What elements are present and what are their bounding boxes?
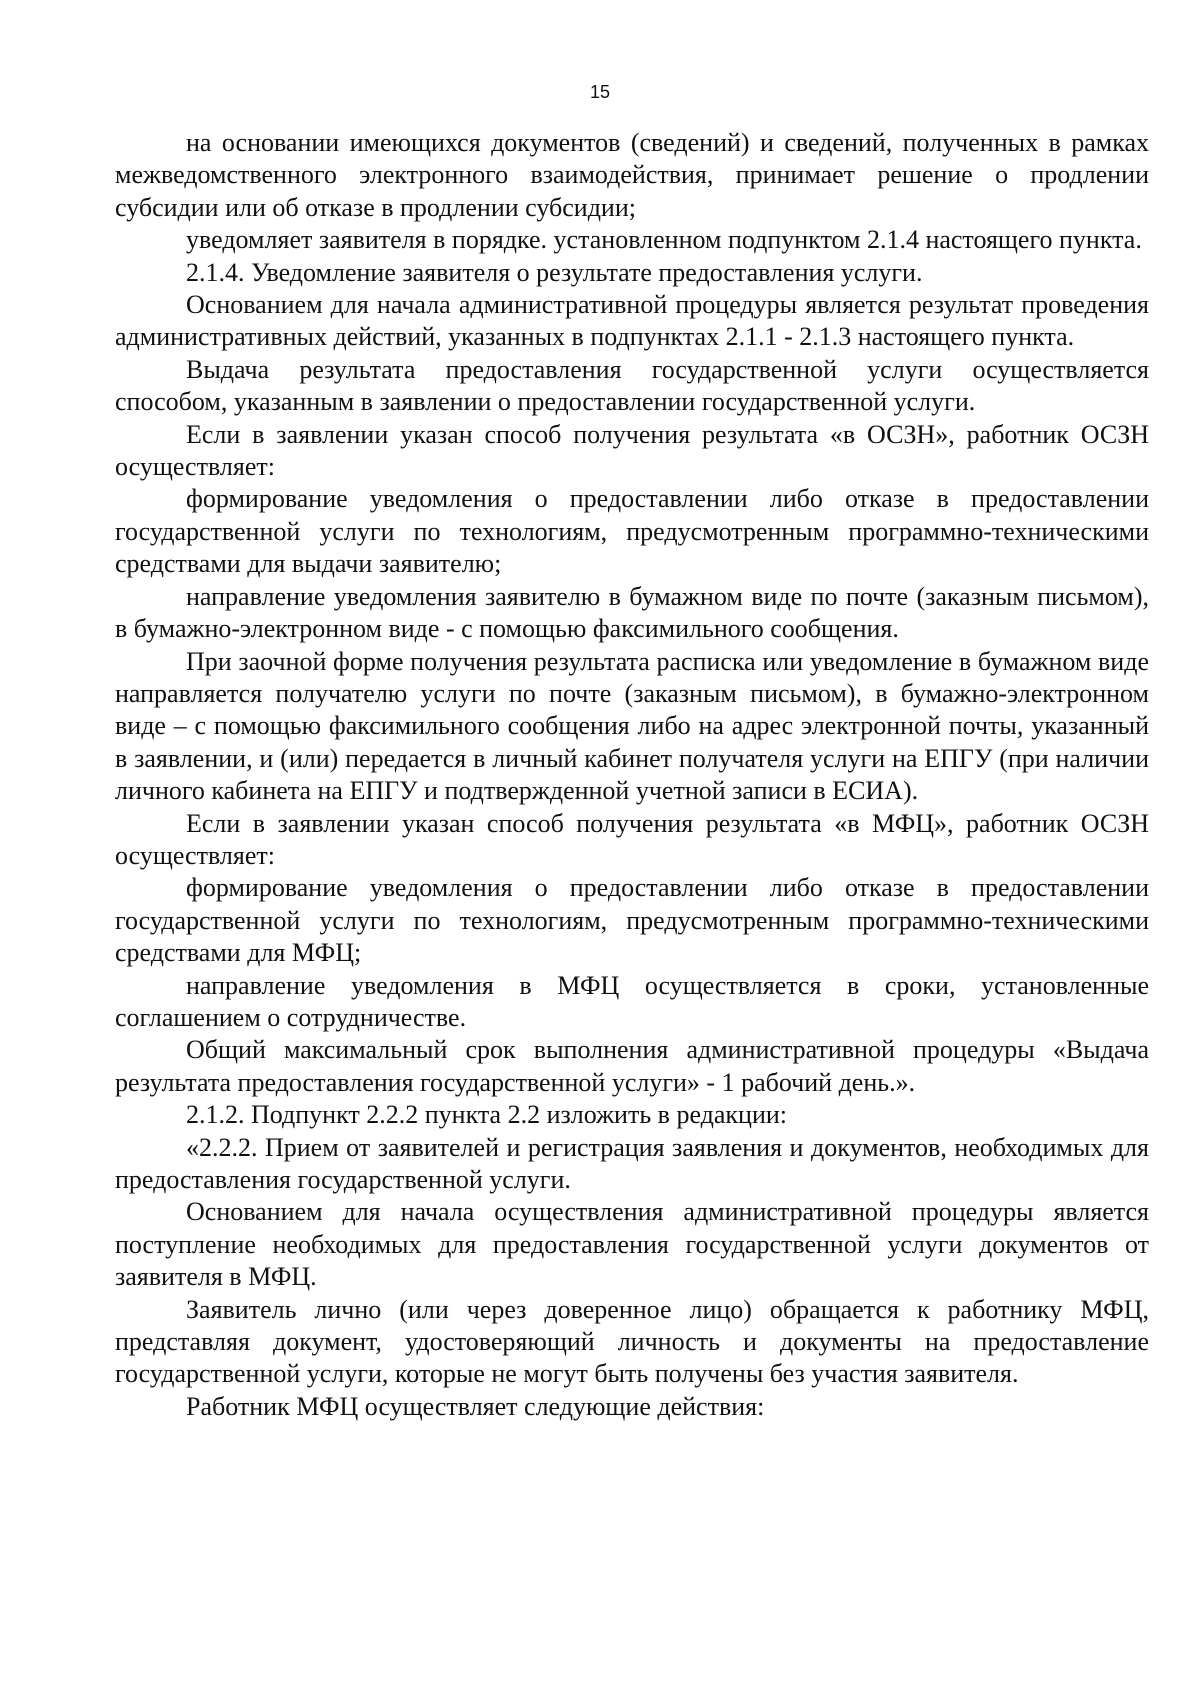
paragraph: направление уведомления в МФЦ осуществляется в сроки, установленные соглашением о сотрудничестве. [115, 970, 1149, 1032]
paragraph: 2.1.4. Уведомление заявителя о результате предоставления услуги. [186, 257, 923, 287]
paragraph: направление уведомления заявителю в бумажном виде по почте (заказным письмом), в бумажно-электронном виде - с помощью факсимильного сообщения. [115, 581, 1149, 644]
paragraph: Если в заявлении указан способ получения результата «в ОСЗН», работник ОСЗН осуществляет: [115, 419, 1149, 482]
paragraph: формирование уведомления о предоставлении либо отказе в предоставлении государственной услуги по технологиям, предусмотренным программно-техническими средствами для МФЦ; [115, 873, 1149, 968]
paragraph: Заявитель лично (или через доверенное лицо) обращается к работнику МФЦ, представляя документ, удостоверяющий личность и документы на предоставление государственной услуги, которые не могут быть получены без участия заявителя. [115, 1294, 1149, 1389]
paragraph: Если в заявлении указан способ получения результата «в МФЦ», работник ОСЗН осуществляет: [115, 808, 1149, 870]
paragraph: «2.2.2. Прием от заявителей и регистрация заявления и документов, необходимых для предоставления государственной услуги. [115, 1132, 1149, 1194]
paragraph: При заочной форме получения результата расписка или уведомление в бумажном виде направляется получателю услуги по почте (заказным письмом), в бумажно-электронном виде – с помощью факсимильного сообщения либо на адрес электронной почты, указанный в заявлении, и (или) передается в личный кабинет получателя услуги на ЕПГУ (при наличии личного кабинета на ЕПГУ и подтвержденной учетной записи в ЕСИА). [115, 646, 1149, 806]
paragraph: на основании имеющихся документов (сведений) и сведений, полученных в рамках межведомственного электронного взаимодействия, принимает решение о продлении субсидии или об отказе в продлении субсидии; [115, 128, 1149, 222]
paragraph: Работник МФЦ осуществляет следующие действия: [186, 1391, 765, 1421]
paragraph: формирование уведомления о предоставлении либо отказе в предоставлении государственной услуги по технологиям, предусмотренным программно-техническими средствами для выдачи заявителю; [115, 484, 1149, 579]
paragraph: уведомляет заявителя в порядке. установленном подпунктом 2.1.4 настоящего пункта. [186, 225, 1142, 255]
document-body [115, 127, 1149, 1423]
paragraph: Общий максимальный срок выполнения административной процедуры «Выдача результата предоставления государственной услуги» - 1 рабочий день.». [115, 1035, 1149, 1097]
paragraph: Основанием для начала административной процедуры является результат проведения административных действий, указанных в подпунктах 2.1.1 - 2.1.3 настоящего пункта. [115, 290, 1149, 352]
paragraph: Основанием для начала осуществления административной процедуры является поступление необходимых для предоставления государственной услуги документов от заявителя в МФЦ. [115, 1197, 1149, 1292]
paragraph: Выдача результата предоставления государственной услуги осуществляется способом, указанным в заявлении о предоставлении государственной услуги. [115, 354, 1149, 417]
paragraph: 2.1.2. Подпункт 2.2.2 пункта 2.2 изложить в редакции: [186, 1100, 788, 1130]
page-number: 15 [589, 82, 611, 102]
